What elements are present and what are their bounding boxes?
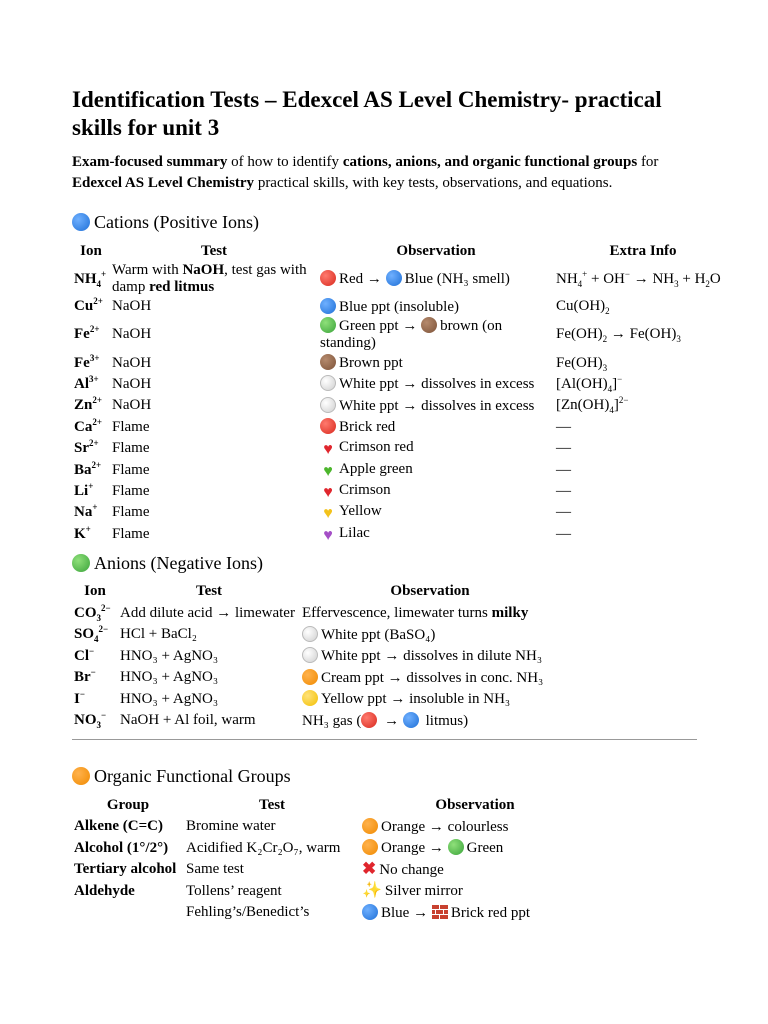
cross-mark-icon: ✖ — [362, 859, 377, 879]
observation-cell — [300, 646, 560, 667]
cell-text: litmus) — [421, 712, 469, 729]
cell-text: Apple green — [339, 460, 413, 477]
test-cell: NaOH — [112, 397, 152, 414]
observation-cell — [318, 374, 554, 395]
green-circle-icon — [72, 554, 90, 572]
test-cell: NaOH + Al foil, warm — [120, 712, 256, 729]
group-cell: Alcohol (1°/2°) — [74, 839, 169, 856]
ion-cell: $NH_4^+$ — [74, 268, 107, 289]
cations-heading — [72, 210, 712, 234]
observation-cell — [360, 859, 590, 880]
green-heart-icon: ♥ — [323, 462, 333, 480]
table-row — [72, 395, 732, 416]
test-cell: Bromine water — [186, 818, 276, 835]
table-row — [72, 502, 732, 523]
cell-text: Yellow — [339, 503, 382, 520]
purple-heart-icon: ♥ — [323, 526, 333, 544]
test-cell: NaOH — [112, 354, 152, 371]
test-cell: HNO₃ + AgNO₃ — [120, 647, 219, 664]
cell-text: White ppt (BaSO₄) — [321, 626, 436, 643]
test-cell: NaOH — [112, 298, 152, 315]
ion-cell: Br− — [74, 667, 96, 686]
extra-info-cell: $[Al(OH)_4]^-$ — [556, 373, 623, 394]
anions-table — [72, 581, 560, 731]
ion-cell: $Cu^{2+}$ — [74, 296, 103, 315]
orange-circle-icon — [302, 669, 318, 685]
page-title: Identification Tests – Edexcel AS Level Chemistry- practical skills for unit 3 — [72, 87, 662, 140]
anions-heading — [72, 551, 712, 575]
brown-circle-icon — [421, 317, 437, 333]
cell-text: Lilac — [339, 524, 370, 541]
cell-text: Brick red — [339, 419, 396, 436]
blue-circle-icon — [403, 712, 419, 728]
organic-heading-text: Organic Functional Groups — [94, 766, 291, 787]
red-heart-icon: ♥ — [323, 483, 333, 501]
intro-text-6: practical skills, with key tests, observations, and equations. — [254, 175, 613, 191]
test-cell: Flame — [112, 482, 150, 499]
red-circle-icon — [320, 418, 336, 434]
red-heart-icon: ♥ — [323, 441, 333, 459]
cell-text: Blue ppt (insoluble) — [339, 298, 459, 315]
white-circle-icon — [302, 647, 318, 663]
column-header: Extra Info — [609, 242, 677, 259]
table-row — [72, 524, 732, 545]
extra-info-cell: — — [556, 418, 571, 435]
column-header: Test — [258, 796, 286, 813]
cell-text: Brick red ppt — [450, 904, 530, 921]
column-header: Observation — [396, 242, 476, 259]
orange-circle-icon — [362, 839, 378, 855]
test-cell: HNO₃ + AgNO₃ — [120, 669, 219, 686]
observation-cell — [318, 262, 554, 296]
document-page — [72, 86, 721, 923]
column-header: Observation — [435, 796, 515, 813]
ion-cell: K+ — [74, 523, 91, 542]
intro-bold-1: Exam-focused summary — [72, 154, 228, 170]
observation-cell — [300, 603, 560, 624]
cell-text: milky — [491, 605, 529, 622]
observation-cell — [360, 816, 590, 837]
brick-icon — [432, 905, 448, 919]
ion-cell: $Ba^{2+}$ — [74, 459, 102, 478]
test-cell: NaOH — [112, 326, 152, 343]
white-circle-icon — [320, 397, 336, 413]
ion-cell: Cl− — [74, 645, 95, 664]
arrow-text: → — [380, 712, 403, 729]
test-cell: HCl + BaCl₂ — [120, 626, 198, 643]
table-row — [72, 481, 732, 502]
cell-text: Blue — [381, 904, 410, 921]
table-row — [72, 710, 560, 731]
cell-text: , test gas with damp — [112, 262, 307, 295]
test-cell: Acidified K₂Cr₂O₇, warm — [186, 839, 341, 856]
red-circle-icon — [361, 712, 377, 728]
cell-text: red litmus — [149, 279, 215, 295]
brown-circle-icon — [320, 354, 336, 370]
extra-info-cell: — — [556, 461, 571, 478]
observation-cell — [300, 624, 560, 645]
blue-circle-icon — [362, 904, 378, 920]
extra-info-cell: — — [556, 504, 571, 521]
cell-text: Orange — [381, 818, 426, 835]
orange-circle-icon — [362, 818, 378, 834]
cations-heading-text: Cations (Positive Ions) — [94, 212, 259, 232]
section-divider — [72, 739, 697, 740]
table-row — [72, 603, 560, 624]
table-row — [72, 624, 560, 645]
cell-text: White ppt → dissolves in excess — [339, 376, 535, 393]
table-row — [72, 417, 732, 438]
cell-text: NH₃ gas ( — [302, 712, 362, 729]
ion-cell: $Ca^{2+}$ — [74, 416, 102, 435]
table-row — [72, 374, 732, 395]
test-cell: Tollens’ reagent — [186, 882, 282, 899]
table-header-row — [72, 794, 590, 816]
observation-cell — [360, 880, 590, 901]
cell-text: Blue (NH₃ smell) — [404, 271, 510, 287]
blue-circle-icon — [386, 270, 402, 286]
column-header: Observation — [390, 583, 470, 600]
arrow-text: → — [363, 271, 386, 287]
table-row — [72, 688, 560, 709]
table-row — [72, 296, 732, 317]
observation-cell — [300, 688, 560, 709]
white-circle-icon — [320, 375, 336, 391]
extra-info-cell: $Fe(OH)_2 \to Fe(OH)_3$ — [556, 326, 681, 345]
ion-cell: Li+ — [74, 480, 94, 499]
table-row — [72, 838, 590, 859]
table-row — [72, 646, 560, 667]
test-cell: NaOH — [112, 375, 152, 392]
ion-cell: $SO_4^{2-}$ — [74, 624, 109, 645]
table-row — [72, 859, 590, 880]
observation-cell — [318, 459, 554, 480]
observation-cell — [318, 296, 554, 317]
cell-text: White ppt → dissolves in excess — [339, 397, 535, 414]
observation-cell — [318, 395, 554, 416]
cell-text: Crimson red — [339, 439, 414, 456]
extra-info-cell: — — [556, 440, 571, 457]
test-cell: HNO₃ + AgNO₃ — [120, 690, 219, 707]
column-header: Test — [200, 242, 228, 259]
cell-text: brown (on standing) — [320, 318, 503, 352]
blue-circle-icon — [72, 213, 90, 231]
anions-heading-text: Anions (Negative Ions) — [94, 552, 263, 573]
cell-text: Red — [339, 271, 364, 287]
group-cell: Aldehyde — [74, 882, 135, 899]
ion-cell: $CO_3^{2-}$ — [74, 603, 111, 624]
test-cell: Fehling’s/Benedict’s — [186, 904, 310, 920]
red-circle-icon — [320, 270, 336, 286]
observation-cell — [360, 838, 590, 859]
organic-heading — [72, 764, 712, 788]
intro-text-4: for — [637, 154, 659, 170]
intro-paragraph — [72, 152, 712, 194]
column-header: Test — [195, 583, 223, 600]
cell-text: colourless — [447, 818, 509, 835]
extra-info-cell: $Cu(OH)_2$ — [556, 298, 610, 317]
intro-text-2: of how to identify — [227, 154, 343, 170]
observation-cell — [318, 352, 554, 373]
test-cell: Add dilute acid → limewater — [120, 605, 295, 622]
test-cell: Same test — [186, 861, 244, 878]
column-header: Group — [106, 796, 150, 813]
cell-text: Silver mirror — [384, 883, 463, 900]
intro-bold-3: cations, anions, and organic functional groups — [342, 154, 638, 170]
arrow-text: → — [425, 840, 448, 857]
test-cell: Flame — [112, 525, 150, 542]
ion-cell: I− — [74, 688, 85, 707]
arrow-text: → — [409, 904, 432, 921]
cell-text: Brown ppt — [339, 355, 403, 372]
intro-bold-5: Edexcel AS Level Chemistry — [72, 175, 255, 191]
cell-text: No change — [379, 862, 444, 879]
column-header: Ion — [80, 242, 102, 259]
test-cell: Flame — [112, 504, 150, 521]
table-row — [72, 262, 732, 296]
ion-cell: $Fe^{3+}$ — [74, 352, 100, 371]
arrow-text: → — [398, 318, 422, 335]
cell-text: Green ppt — [339, 318, 399, 335]
table-header-row — [72, 581, 560, 603]
cell-text: Effervescence, limewater turns — [302, 605, 492, 622]
observation-cell — [360, 902, 590, 923]
group-cell: Alkene (C=C) — [74, 818, 163, 835]
table-row — [72, 880, 590, 901]
observation-cell — [318, 524, 554, 545]
table-header-row — [72, 240, 732, 262]
table-row — [72, 317, 732, 352]
table-row — [72, 352, 732, 373]
test-cell: Flame — [112, 418, 150, 435]
organic-table — [72, 794, 590, 923]
table-row — [72, 438, 732, 459]
cell-text: Green — [466, 840, 504, 857]
cell-text: Cream ppt → dissolves in conc. NH₃ — [321, 669, 544, 686]
ion-cell: $Zn^{2+}$ — [74, 395, 102, 414]
table-row — [72, 816, 590, 837]
test-cell: Flame — [112, 461, 150, 478]
white-circle-icon — [302, 626, 318, 642]
test-cell: Flame — [112, 440, 150, 457]
column-header: Ion — [84, 583, 106, 600]
observation-cell — [300, 667, 560, 688]
table-row — [72, 902, 590, 923]
ion-cell: $NO_3^-$ — [74, 710, 107, 731]
cell-text: NaOH — [182, 262, 225, 278]
ion-cell: $Sr^{2+}$ — [74, 438, 99, 457]
group-cell: Tertiary alcohol — [74, 861, 177, 878]
test-cell — [110, 262, 318, 296]
cell-text: Yellow ppt → insoluble in NH₃ — [321, 691, 511, 708]
ion-cell: $Fe^{2+}$ — [74, 324, 100, 343]
green-circle-icon — [448, 839, 464, 855]
group-cell — [72, 902, 184, 923]
observation-cell — [318, 317, 554, 352]
yellow-heart-icon: ♥ — [323, 505, 333, 523]
arrow-text: → — [425, 818, 448, 835]
ion-cell: $Al^{3+}$ — [74, 373, 99, 392]
observation-cell — [318, 502, 554, 523]
cell-text: Warm with — [112, 262, 183, 278]
observation-cell — [318, 417, 554, 438]
extra-info-cell: — — [556, 525, 571, 542]
cell-text: Orange — [381, 840, 426, 857]
cell-text: White ppt → dissolves in dilute NH₃ — [321, 648, 543, 665]
extra-info-cell: $Fe(OH)_3$ — [556, 354, 608, 373]
observation-cell — [318, 438, 554, 459]
table-row — [72, 459, 732, 480]
table-row — [72, 667, 560, 688]
sparkles-icon: ✨ — [362, 882, 382, 900]
cations-table — [72, 240, 732, 545]
extra-info-cell: $NH_4^+ + OH^- \to NH_3 + H_2O$ — [556, 268, 721, 289]
ion-cell: Na+ — [74, 502, 98, 521]
orange-circle-icon — [72, 767, 90, 785]
yellow-circle-icon — [302, 690, 318, 706]
cell-text: Crimson — [339, 481, 391, 498]
green-circle-icon — [320, 317, 336, 333]
extra-info-cell: — — [556, 482, 571, 499]
observation-cell — [300, 710, 560, 731]
observation-cell — [318, 481, 554, 502]
extra-info-cell: $[Zn(OH)_4]^{2-}$ — [556, 395, 629, 416]
blue-circle-icon — [320, 298, 336, 314]
